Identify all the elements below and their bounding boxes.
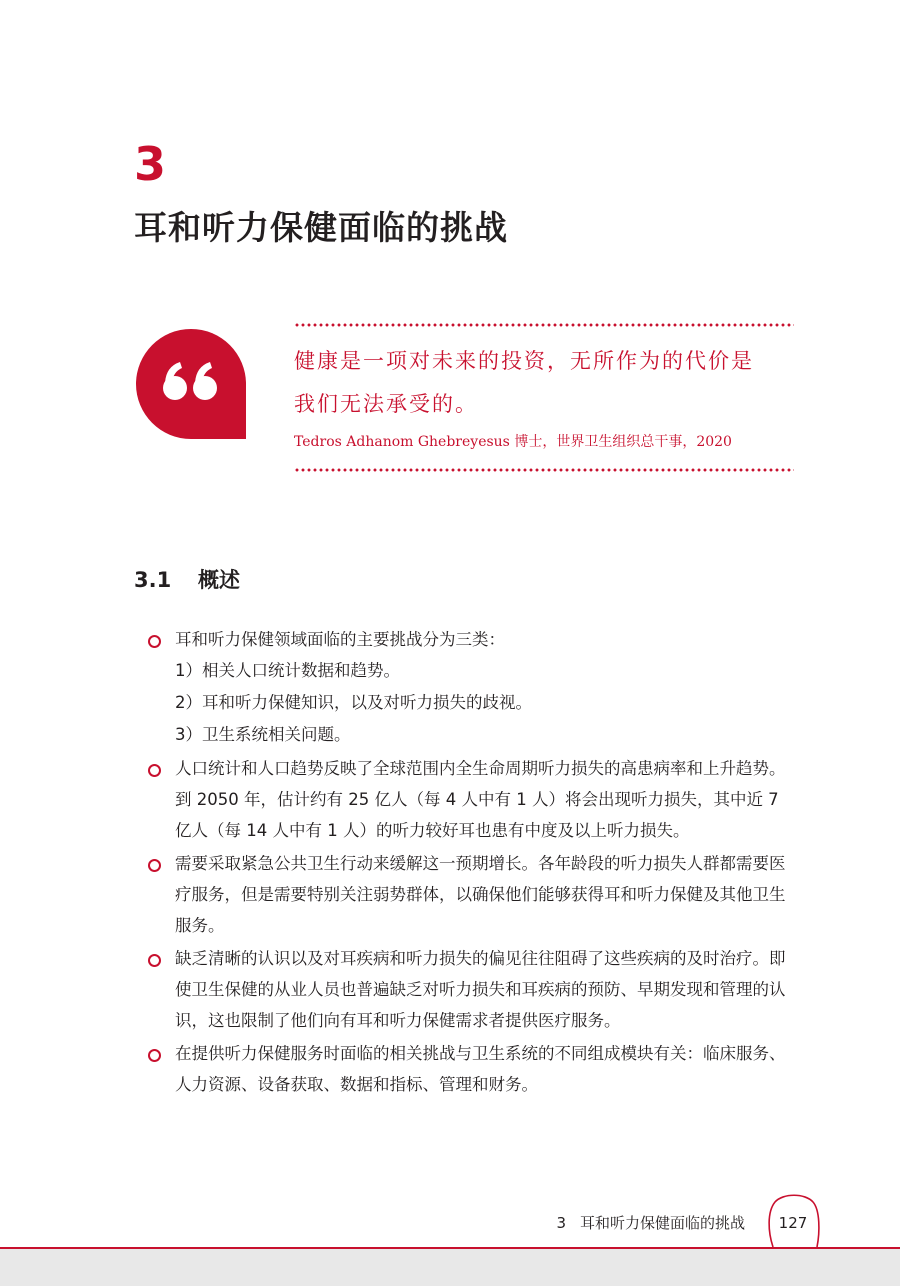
bullet-text: 在提供听力保健服务时面临的相关挑战与卫生系统的不同组成模块有关：临床服务、人力资源、设备获取、数据和指标、管理和财务。: [175, 1044, 786, 1094]
sub-item: 2）耳和听力保健知识，以及对听力损失的歧视。: [175, 693, 532, 712]
bullet-circle-icon: [148, 1049, 161, 1062]
bullet-list: [134, 624, 800, 1102]
quote-top-dotted-rule: [294, 323, 794, 327]
bullet-item: [134, 943, 800, 1036]
footer-band: [0, 1249, 900, 1286]
quote-attribution: Tedros Adhanom Ghebreyesus 博士，世界卫生组织总干事，2020: [294, 434, 732, 450]
sub-list: [175, 655, 800, 751]
chapter-number: 3: [134, 137, 167, 191]
page-number: 127: [778, 1214, 808, 1232]
bullet-circle-icon: [148, 764, 161, 777]
bullet-text: 人口统计和人口趋势反映了全球范围内全生命周期听力损失的高患病率和上升趋势。到 2050 年，估计约有 25 亿人（每 4 人中有 1 人）将会出现听力损失，其中近 7 亿人（每 14 人中有 1 人）的听力较好耳也患有中度及以上听力损失。: [175, 759, 786, 840]
footer-chapter-number: 3: [556, 1214, 566, 1232]
bullet-item: [134, 848, 800, 941]
bullet-circle-icon: [148, 859, 161, 872]
sub-item: 3）卫生系统相关问题。: [175, 725, 351, 744]
bullet-item: [134, 1038, 800, 1100]
quote-line-2: 我们无法承受的。: [294, 392, 478, 416]
bullet-item: [134, 753, 800, 846]
footer-chapter-title: 耳和听力保健面临的挑战: [579, 1214, 745, 1232]
quote-line-1: 健康是一项对未来的投资，无所作为的代价是: [294, 349, 754, 373]
running-footer: [556, 1212, 745, 1234]
section-title: 概述: [198, 568, 240, 592]
chapter-title: 耳和听力保健面临的挑战: [134, 208, 508, 247]
bullet-text: 耳和听力保健领域面临的主要挑战分为三类：: [175, 630, 505, 649]
quote-bottom-dotted-rule: [294, 468, 794, 472]
sub-item: 1）相关人口统计数据和趋势。: [175, 661, 400, 680]
bullet-item: [134, 624, 800, 751]
bullet-text: 缺乏清晰的认识以及对耳疾病和听力损失的偏见往往阻碍了这些疾病的及时治疗。即使卫生保健的从业人员也普遍缺乏对听力损失和耳疾病的预防、早期发现和管理的认识，这也限制了他们向有耳和听力保健需求者提供医疗服务。: [175, 949, 786, 1030]
bullet-circle-icon: [148, 635, 161, 648]
quote-text: [294, 340, 794, 426]
bullet-circle-icon: [148, 954, 161, 967]
bullet-text: 需要采取紧急公共卫生行动来缓解这一预期增长。各年龄段的听力损失人群都需要医疗服务，但是需要特别关注弱势群体，以确保他们能够获得耳和听力保健及其他卫生服务。: [175, 854, 786, 935]
section-heading: [134, 564, 240, 596]
section-number: 3.1: [134, 568, 172, 592]
quote-mark-icon: [134, 327, 248, 441]
